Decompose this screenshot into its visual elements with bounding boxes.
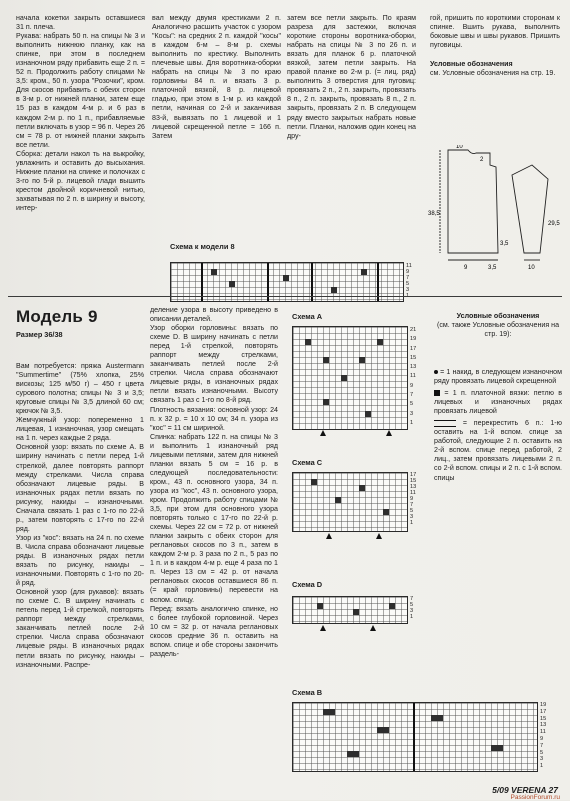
- schema-8-row-numbers: 11 9 7 5 3 1: [406, 263, 412, 299]
- text-paragraph: затем все петли закрыть. По краям разреза для застежки, включая короткие стороны воротника-оборки, набрать на спицы № 3 по 26 п. и вязать для планок 6 р. платочной вязкой, затем петли закрыть. На правой планке во 2-м р. (= лиц. ряд) выполнить 3 отверстия для пуговиц: провязать 2 п., 2 п. закрыть, провязать 8 п., 2 п. закрыть, провязать 8 п., 2 п. закрыть, провязать 2 п. В следующем ряду вместо закрытых набрать новые петли. Планки, наложив один конец на дру-: [287, 14, 416, 140]
- text-paragraph: Узор оборки горловины: вязать по схеме D. В ширину начинать с петли перед 1-й стрелкой, повторять раппорт между стрелками, заканчивать петлей после 2-й стрелки. Числа справа обозначают лицевые ряды, в изнаночных рядах петли вязать изнаночными. Высоту связать 1 раз с 1-го по 8-й ряд.: [150, 324, 278, 405]
- repeat-arrow: [326, 533, 332, 539]
- text-paragraph: Сборка: детали накол ть на выкройку, увлажнить и оставить до высыхания. Нижние планки на спинке и полочках с 3-го по 5-й р. лицевой глади вышить крестом двойной коричневой нитью, захватывая по 2 п. в ширину и высоту, интер-: [16, 149, 145, 212]
- page-footer: 5/09 VERENA 27: [492, 785, 558, 795]
- dim-label: 3,5: [488, 265, 497, 271]
- model9-text-column-1: [16, 362, 144, 670]
- schema-a-row-numbers: 21 19 17 15 13 11 9 7 5 3 1: [410, 327, 417, 426]
- text-paragraph: Основной узор: вязать по схеме A. В ширину начинать с петли перед 1-й стрелкой, далее повторять раппорт между стрелками. Числа справа обозначают лицевые ряды. В изнаночных рядах петли вязать по рисунку, накиды – изнаночными. Сначала связать 1 раз с 1-го по 22-й р., затем повторять с 17-го по 22-й ряд.: [16, 443, 144, 533]
- schema-b-label: Схема B: [292, 688, 323, 697]
- model9-legend: [434, 312, 562, 339]
- text-paragraph: Перед: вязать аналогично спинке, но с более глубокой горловиной. Через 10 см = 32 р. от начала реглановых скосов средние 36 п. оставить на вспом. спице и обе стороны закончить раздель-: [150, 604, 278, 658]
- legend-item: = перекрестить 6 п.: 1-ю оставить на 1-й вспом. спице за работой, следующие 2 п. оставить на 2-й вспом. спице перед работой, 2 лиц., затем провязать лицевыми 2 п. со 2-й вспом. спицы и 2 п. с 1-й вспом. спицы: [434, 419, 562, 482]
- legend-item: = 1 п. платочной вязки: петлю в лицевых и изнаночных рядах провязать лицевой: [434, 389, 562, 416]
- schema-c-chart: [292, 472, 408, 532]
- legend-title: Условные обозначения: [430, 60, 513, 69]
- text-paragraph: гой, пришить по короткими сторонам к спинке. Вшить рукава, выполнить боковые швы и швы рукавов. Пришить пуговицы.: [430, 14, 560, 50]
- schema-8-label: Схема к модели 8: [170, 242, 235, 251]
- top-text-column-2: [152, 14, 281, 141]
- dim-label: 2: [480, 157, 484, 163]
- repeat-arrow: [386, 430, 392, 436]
- dim-label: 10: [528, 265, 535, 271]
- repeat-arrow: [320, 430, 326, 436]
- text-paragraph: начала кокетки закрыть оставшиеся 31 п. плеча.: [16, 14, 145, 32]
- repeat-arrow: [320, 625, 326, 631]
- repeat-arrow: [370, 625, 376, 631]
- text-paragraph: Основной узор (для рукавов): вязать по схеме C. В ширину начинать с петель перед 1-й стрелкой, повторять раппорт между стрелками, заканчивать петлей после 2-й стрелки. Числа справа обозначают лицевые ряды. В изнаночных рядах петли вязать по рисунку, накиды – изнаночными. Распре-: [16, 588, 144, 669]
- text-paragraph: Рукава: набрать 50 п. на спицы № 3 и выполнить нижнюю планку, как на спинке, при этом в последнем изнаночном ряду прибавить еще 2 п. = 52 п. Продолжить работу спицами № 3,5: кром., 50 п. узора "Розочки", кром. Для скосов прибавить с обеих сторон в 3-м р. от нижней планки, затем еще 15 раз в каждом 4-м р. и 6 раз в каждом 2-м р. по 1 п., прибавляемые петли включать в узор = 96 п. Через 26 см = 78 р. от нижней планки закрыть все петли.: [16, 32, 145, 149]
- schema-d-row-numbers: 7 5 3 1: [410, 596, 414, 620]
- top-text-column-4: [430, 14, 560, 78]
- dim-label: 9: [464, 265, 468, 271]
- schema-a-chart: [292, 326, 408, 430]
- text-paragraph: Плотность вязания: основной узор: 24 п. х 32 р. = 10 х 10 см; 34 п. узора из "кос" = 11 см шириной.: [150, 405, 278, 432]
- top-text-column-1: [16, 14, 145, 213]
- garment-pattern-diagram: [428, 145, 563, 290]
- text-paragraph: вал между двумя крестиками 2 п. Аналогично расшить участок с узором "Косы": на средних 2 п. каждой "косы" в каждом 6-м – 8-м р. схемы выполнить по крестику. Выполнить плечевые швы. Для воротника-оборки набрать на спицы № 3 по краю горловины 84 п. и вязать 3 р. платочной вязкой, 8 р. лицевой гладью, при этом в 1-м р. из каждой петли, начиная со 2-й и заканчивая 83-й, вывязать по 1 лицевой и 1 лицевой скрещенной петле = 166 п. Затем: [152, 14, 281, 140]
- top-text-column-3: [287, 14, 416, 141]
- yarn-over-symbol: [434, 370, 438, 374]
- schema-b-chart: [292, 702, 538, 772]
- legend-item: = 1 накид, в следующем изнаночном ряду провязать лицевой скрещенной: [434, 368, 562, 386]
- dim-label: 10: [456, 145, 463, 150]
- schema-a-label: Схема A: [292, 312, 323, 321]
- watermark: PassionForum.ru: [510, 794, 560, 801]
- garter-stitch-symbol: [434, 390, 440, 396]
- text-paragraph: деление узора в высоту приведено в описании деталей.: [150, 306, 278, 324]
- text-paragraph: Узор из "кос": вязать на 24 п. по схеме B. Числа справа обозначают лицевые ряды. В изнаночных рядах петли вязать по рисунку, накиды – изнаночными. Повторять с 1-го по 20-й ряд.: [16, 533, 144, 588]
- model-size: Размер 36/38: [16, 330, 63, 339]
- section-divider: [8, 296, 562, 297]
- dim-label: 29,5: [548, 221, 560, 227]
- schema-b-row-numbers: 19 17 15 13 11 9 7 5 3 1: [540, 702, 547, 770]
- dim-label: 38,5: [428, 211, 440, 217]
- repeat-arrow: [376, 533, 382, 539]
- text-paragraph: Жемчужный узор: попеременно 1 лицевая, 1 изнаночная, узор смещать на 1 п. через каждые 2 ряда.: [16, 416, 144, 443]
- model9-legend-items: [434, 368, 562, 483]
- legend-title: Условные обозначения: [456, 312, 540, 320]
- model9-text-column-2: [150, 306, 278, 659]
- model-title: Модель 9: [16, 307, 98, 326]
- schema-d-chart: [292, 596, 408, 624]
- legend-text: см. Условные обозначения на стр. 19.: [430, 69, 556, 78]
- dim-label: 3,5: [500, 241, 509, 247]
- text-paragraph: Спинка: набрать 122 п. на спицы № 3 и выполнить 1 изнаночный ряд лицевыми петлями, затем для нижней планки вязать 5 см = 16 р. в следующей последовательности: кром., 43 п. основного узора, 34 п. узора из "кос", 43 п. основного узора, кром. Продолжить работу спицами № 3,5, при этом для основного узора повторять только с 17-го по 22-й р. схемы. Через 22 см = 72 р. от нижней планки закрыть с обеих сторон для реглановых скосов по 3 п., затем в каждом 2-м р. 3 раза по 2 п., 5 раз по 1 п. и в каждом 4-м р. еще 4 раза по 1 п. Через 13 см = 42 р. от начала реглановых скосов оставшиеся 86 п. (= край горловины) перевести на вспом. спицу.: [150, 432, 278, 604]
- legend-ref: (см. также Условные обозначения на стр. 19):: [436, 321, 560, 339]
- schema-c-label: Схема C: [292, 458, 323, 467]
- schema-d-label: Схема D: [292, 580, 323, 589]
- text-paragraph: Вам потребуется: пряжа Austermann "Summertime" (75% хлопка, 25% вискозы; 125 м/50 г) – 450 г цвета сурового полотна; спицы № 3 и 3,5; круговые спицы № 3,5 длиной 60 см; крючок № 3,5.: [16, 362, 144, 416]
- cable-cross-symbol: [434, 420, 456, 427]
- schema-c-row-numbers: 17 15 13 11 9 7 5 3 1: [410, 472, 417, 526]
